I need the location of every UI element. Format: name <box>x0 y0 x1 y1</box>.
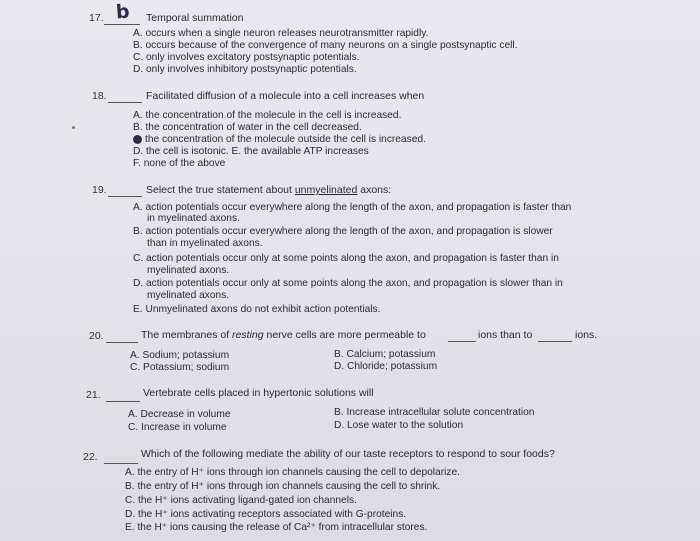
q22-number: 22. <box>83 451 98 463</box>
q19-stem-suffix: axons: <box>357 184 392 196</box>
q20-inline-blank-1[interactable] <box>448 341 476 342</box>
q21-option-b: B. Increase intracellular solute concentration <box>334 407 535 418</box>
q19-option-b: B. action potentials occur everywhere along the length of the axon, and propagation is slower <box>133 226 553 237</box>
q20-stem-suffix: ions. <box>575 329 598 341</box>
q17-number: 17. <box>89 12 104 24</box>
q20-stem-mid2: ions than to <box>478 329 533 341</box>
q21-option-a: A. Decrease in volume <box>128 409 231 420</box>
q18-option-c: the concentration of the molecule outside the cell is increased. <box>145 134 426 145</box>
margin-dot <box>72 126 75 129</box>
q21-answer-blank[interactable] <box>106 401 140 402</box>
q20-stem-mid: nerve cells are more permeable to <box>263 329 426 341</box>
q18-option-b: B. the concentration of water in the cell decreased. <box>133 122 362 133</box>
q22-answer-blank[interactable] <box>104 463 138 464</box>
q22-option-c: C. the H⁺ ions activating ligand-gated ion channels. <box>125 495 357 506</box>
q19-stem-prefix: Select the true statement about <box>146 184 295 196</box>
q20-option-a: A. Sodium; potassium <box>130 350 230 361</box>
q19-option-d-cont: myelinated axons. <box>147 290 230 301</box>
q21-number: 21. <box>86 389 101 401</box>
q18-option-d-e: D. the cell is isotonic. E. the available ATP increases <box>133 146 369 157</box>
q17-option-d: D. only involves inhibitory postsynaptic potentials. <box>133 64 357 75</box>
q20-number: 20. <box>89 330 104 342</box>
q17-stem: Temporal summation <box>146 12 244 24</box>
q17-answer-blank[interactable] <box>104 24 140 25</box>
q18-option-f: F. none of the above <box>133 158 226 169</box>
q22-stem: Which of the following mediate the ability of our taste receptors to respond to sour foods? <box>141 448 555 460</box>
q18-option-c-circled-mark <box>133 135 142 144</box>
q19-option-d: D. action potentials occur only at some points along the axon, and propagation is slower than in <box>133 278 563 289</box>
q17-option-b: B. occurs because of the convergence of many neurons on a single postsynaptic cell. <box>133 40 518 51</box>
q19-option-c: C. action potentials occur only at some points along the axon, and propagation is faster than in <box>133 253 559 264</box>
q18-number: 18. <box>92 90 107 102</box>
q19-option-e: E. Unmyelinated axons do not exhibit action potentials. <box>133 304 381 315</box>
q19-option-a: A. action potentials occur everywhere along the length of the axon, and propagation is faster than <box>133 202 572 213</box>
q17-option-c: C. only involves excitatory postsynaptic potentials. <box>133 52 360 63</box>
q17-option-a: A. occurs when a single neuron releases neurotransmitter rapidly. <box>133 28 429 39</box>
q20-option-d: D. Chloride; potassium <box>334 361 438 372</box>
q19-option-b-cont: than in myelinated axons. <box>147 238 263 249</box>
q20-stem-prefix: The membranes of <box>141 329 233 341</box>
q22-option-b: B. the entry of H⁺ ions through ion channels causing the cell to shrink. <box>125 481 441 492</box>
q22-option-d: D. the H⁺ ions activating receptors associated with G-proteins. <box>125 509 407 520</box>
q19-answer-blank[interactable] <box>108 196 142 197</box>
q17-handwritten-answer: b <box>115 0 131 24</box>
q21-option-c: C. Increase in volume <box>128 422 227 433</box>
q20-option-b: B. Calcium; potassium <box>334 349 436 360</box>
q20-option-c: C. Potassium; sodium <box>130 362 230 373</box>
q20-inline-blank-2[interactable] <box>538 341 572 342</box>
q21-stem: Vertebrate cells placed in hypertonic solutions will <box>143 387 374 399</box>
q20-stem-italic: resting <box>232 329 264 341</box>
q19-number: 19. <box>92 184 107 196</box>
q20-stem <box>141 329 426 341</box>
q22-option-e: E. the H⁺ ions causing the release of Ca²⁺ from intracellular stores. <box>125 522 428 533</box>
q19-option-c-cont: myelinated axons. <box>147 265 230 276</box>
q19-stem <box>146 184 391 196</box>
q18-option-a: A. the concentration of the molecule in the cell is increased. <box>133 110 402 121</box>
q19-stem-underlined: unmyelinated <box>294 184 358 196</box>
q20-answer-blank[interactable] <box>106 342 138 343</box>
q18-answer-blank[interactable] <box>108 102 142 103</box>
q21-option-d: D. Lose water to the solution <box>334 420 464 431</box>
q22-option-a: A. the entry of H⁺ ions through ion channels causing the cell to depolarize. <box>125 467 460 478</box>
q19-option-a-cont: in myelinated axons. <box>147 213 240 224</box>
q18-stem: Facilitated diffusion of a molecule into a cell increases when <box>146 90 425 102</box>
